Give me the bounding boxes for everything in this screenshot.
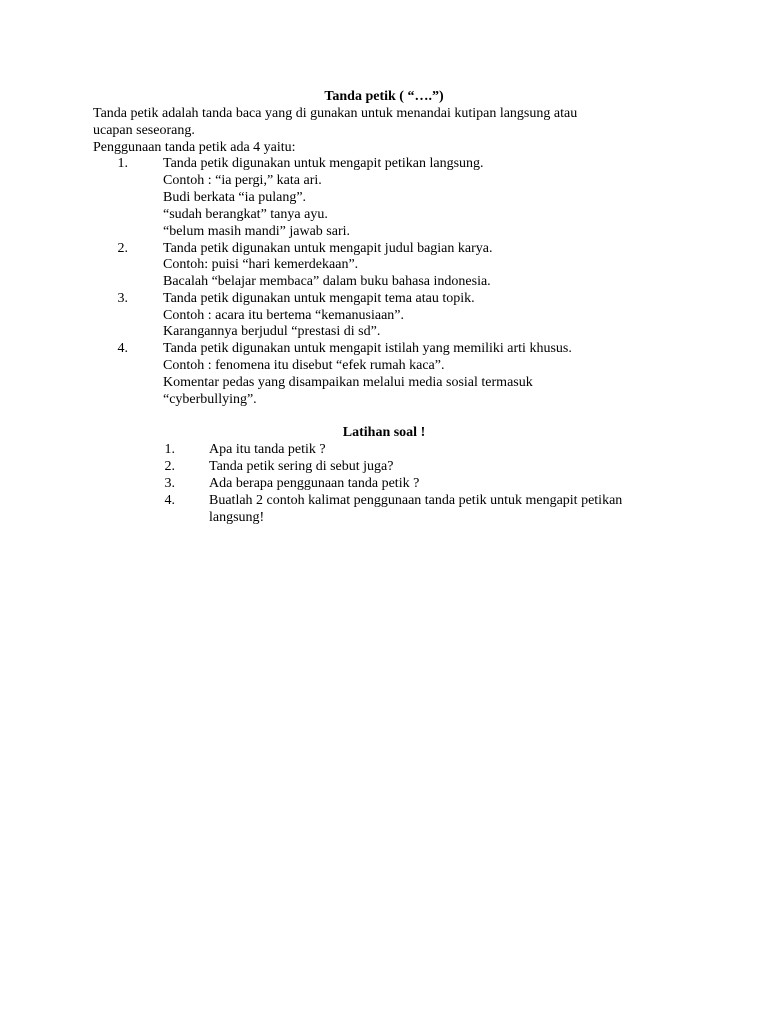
exercise-item-text: Tanda petik sering di sebut juga?: [209, 459, 394, 474]
usage-example: Contoh: puisi “hari kemerdekaan”.: [163, 257, 359, 272]
document-title: Tanda petik ( “….”): [324, 89, 444, 104]
exercise-item-number: 2.: [164, 459, 175, 474]
exercise-item-text: Buatlah 2 contoh kalimat penggunaan tanda petik untuk mengapit petikan: [209, 493, 623, 508]
usage-item-text: Tanda petik digunakan untuk mengapit petikan langsung.: [163, 156, 484, 171]
usage-item-number: 3.: [117, 291, 128, 306]
usage-item-number: 4.: [117, 341, 128, 356]
exercise-item-text: Ada berapa penggunaan tanda petik ?: [209, 476, 420, 491]
exercise-item-number: 3.: [164, 476, 175, 491]
exercise-item-number: 4.: [164, 493, 175, 508]
usage-item-number: 2.: [117, 241, 128, 256]
usage-example: “sudah berangkat” tanya ayu.: [163, 207, 328, 222]
usage-heading: Penggunaan tanda petik ada 4 yaitu:: [93, 140, 296, 155]
exercise-item-text: langsung!: [209, 510, 265, 525]
usage-item-number: 1.: [117, 156, 128, 171]
exercise-item-text: Apa itu tanda petik ?: [209, 442, 326, 457]
usage-item-text: Tanda petik digunakan untuk mengapit tema atau topik.: [163, 291, 475, 306]
exercise-title: Latihan soal !: [342, 425, 426, 440]
usage-example: Contoh : “ia pergi,” kata ari.: [163, 173, 322, 188]
usage-example: “cyberbullying”.: [163, 392, 257, 407]
usage-item-text: Tanda petik digunakan untuk mengapit judul bagian karya.: [163, 241, 493, 256]
usage-example: Contoh : acara itu bertema “kemanusiaan”.: [163, 308, 405, 323]
usage-example: Bacalah “belajar membaca” dalam buku bahasa indonesia.: [163, 274, 491, 289]
usage-example: “belum masih mandi” jawab sari.: [163, 224, 350, 239]
exercise-item-number: 1.: [164, 442, 175, 457]
intro-line-2: ucapan seseorang.: [93, 123, 195, 138]
usage-item-text: Tanda petik digunakan untuk mengapit istilah yang memiliki arti khusus.: [163, 341, 572, 356]
usage-example: Budi berkata “ia pulang”.: [163, 190, 307, 205]
usage-example: Komentar pedas yang disampaikan melalui media sosial termasuk: [163, 375, 533, 390]
intro-line-1: Tanda petik adalah tanda baca yang di gunakan untuk menandai kutipan langsung atau: [93, 106, 578, 121]
usage-example: Karangannya berjudul “prestasi di sd”.: [163, 324, 381, 339]
usage-example: Contoh : fenomena itu disebut “efek rumah kaca”.: [163, 358, 445, 373]
